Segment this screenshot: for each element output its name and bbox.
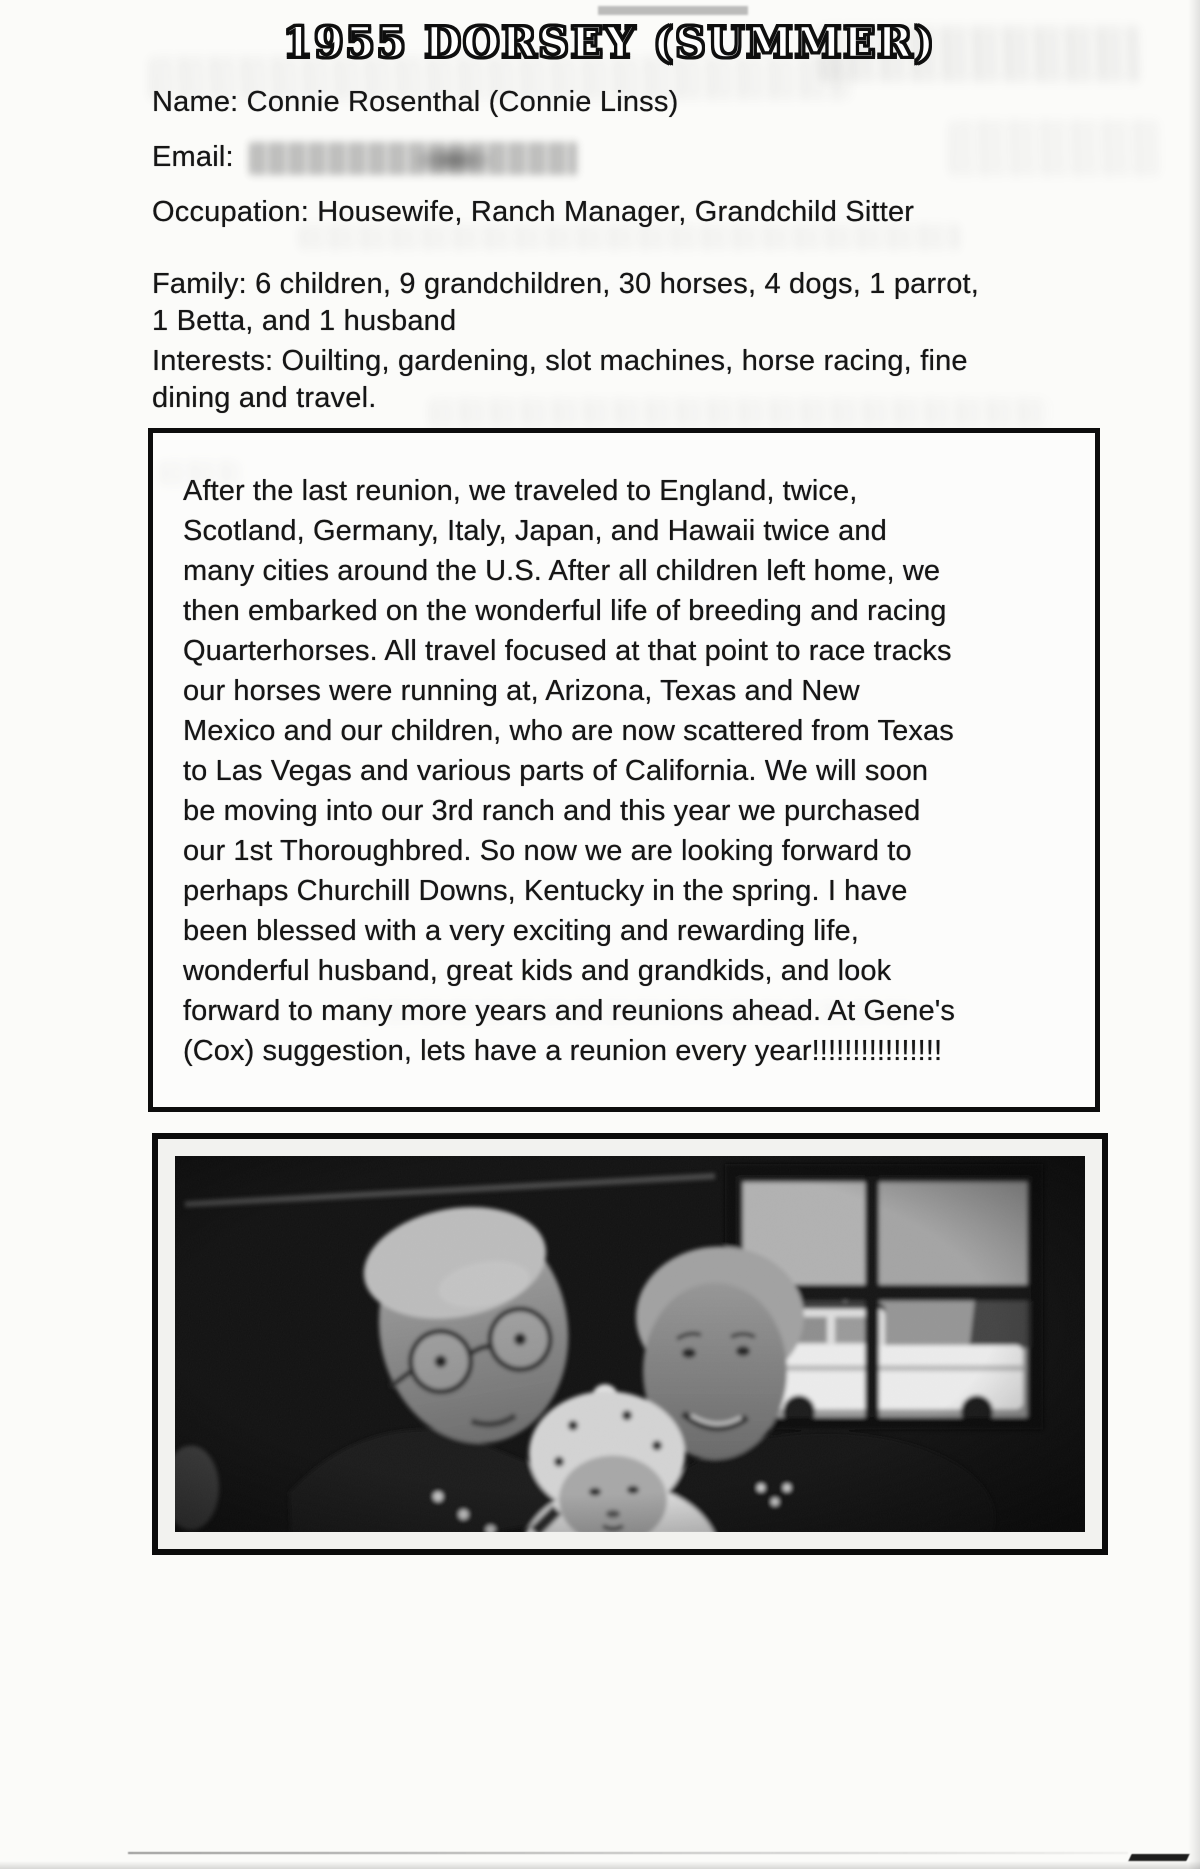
field-interests-line-1: Interests: Ouilting, gardening, slot machines, horse racing, fine [152,345,968,377]
bio-line: Scotland, Germany, Italy, Japan, and Hawaii twice and [183,515,887,547]
bio-line: our horses were running at, Arizona, Texas and New [183,675,860,707]
bio-line: perhaps Churchill Downs, Kentucky in the spring. I have [183,875,908,907]
bio-line: wonderful husband, great kids and grandkids, and look [183,955,892,987]
bio-line: be moving into our 3rd ranch and this year we purchased [183,795,921,827]
bleed-through-artifact [950,120,1160,176]
bio-text-box [148,428,1100,1112]
bio-line: After the last reunion, we traveled to England, twice, [183,475,858,507]
bio-line: forward to many more years and reunions ahead. At Gene's [183,995,956,1027]
field-family-line-2: 1 Betta, and 1 husband [152,305,457,337]
family-photo-image [175,1156,1085,1532]
email-redacted-value [250,142,578,175]
email-label: Email: [152,141,234,173]
bio-line: been blessed with a very exciting and rewarding life, [183,915,859,947]
scan-edge-right [1188,0,1200,1869]
field-email [152,139,578,176]
family-photo-frame [152,1133,1108,1555]
field-interests-line-2: dining and travel. [152,382,377,414]
bio-line: to Las Vegas and various parts of California. We will soon [183,755,929,787]
field-name: Name: Connie Rosenthal (Connie Linss) [152,86,679,118]
scan-artifact-top-dash [598,6,748,15]
page-title: 1955 DORSEY (SUMMER) [283,18,936,67]
bio-line: many cities around the U.S. After all children left home, we [183,555,941,587]
scan-artifact-bottom-line [128,1852,1128,1854]
bio-line: Quarterhorses. All travel focused at that point to race tracks [183,635,952,667]
bio-line: our 1st Thoroughbred. So now we are looking forward to [183,835,912,867]
family-photo [175,1156,1085,1532]
scan-edge-bottom [0,1861,1200,1869]
field-family-line-1: Family: 6 children, 9 grandchildren, 30 horses, 4 dogs, 1 parrot, [152,268,980,300]
field-occupation: Occupation: Housewife, Ranch Manager, Grandchild Sitter [152,196,915,228]
bleed-through-artifact [430,398,1050,428]
bio-line: (Cox) suggestion, lets have a reunion every year!!!!!!!!!!!!!!!! [183,1035,943,1067]
bio-line: then embarked on the wonderful life of breeding and racing [183,595,947,627]
scan-artifact-corner-mark [1128,1854,1189,1861]
bio-line: Mexico and our children, who are now scattered from Texas [183,715,954,747]
